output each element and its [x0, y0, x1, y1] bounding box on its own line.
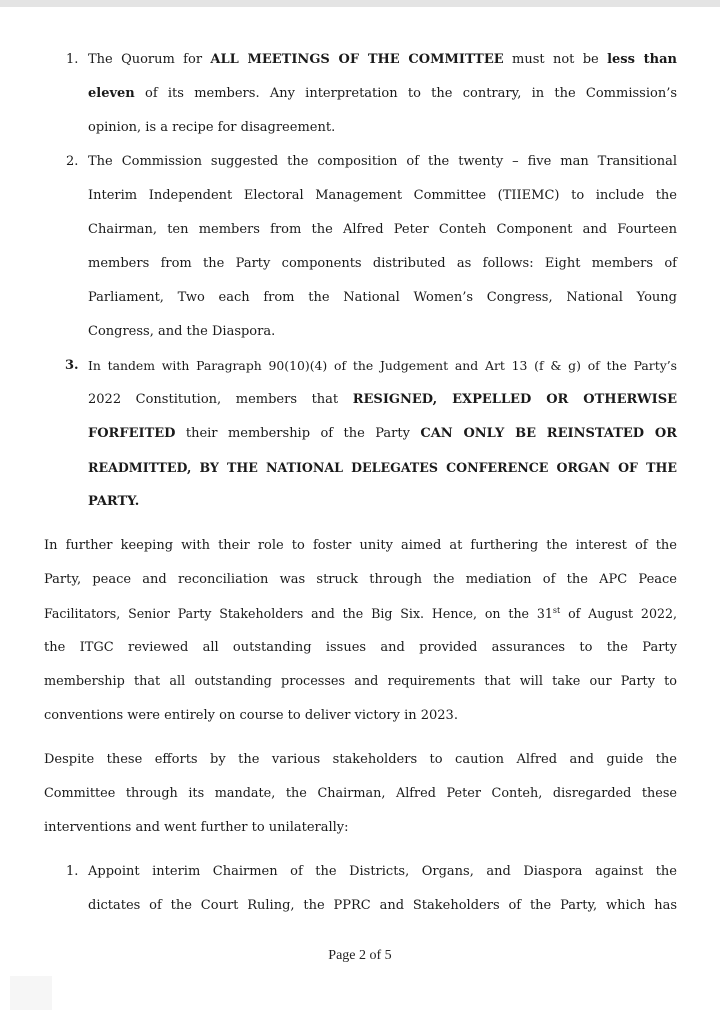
bold-text-run: less than: [607, 52, 677, 67]
list-item-line: Parliament, Two each from the National Women’s Congress, National Young: [88, 290, 677, 305]
bold-text-run: ALL MEETINGS OF THE COMMITTEE: [210, 52, 504, 67]
list-item-line: [88, 84, 677, 104]
list-item-line: Congress, and the Diaspora.: [88, 324, 276, 339]
list-item-line: members from the Party components distributed as follows: Eight members of: [88, 256, 677, 271]
bold-text-run: FORFEITED: [88, 426, 176, 441]
list-item-line: [88, 424, 677, 444]
list-item-line: Interim Independent Electoral Management Committee (TIIEMC) to include the: [88, 188, 677, 203]
text-run: of its members. Any interpretation to the contrary, in the Commission’s: [134, 86, 677, 101]
list-item-number: 3.: [65, 358, 79, 373]
paragraph-line: the ITGC reviewed all outstanding issues and provided assurances to the Party: [44, 640, 677, 655]
paragraph-line: Despite these efforts by the various stakeholders to caution Alfred and guide the: [44, 752, 677, 767]
paragraph-line: interventions and went further to unilaterally:: [44, 820, 349, 835]
corner-artifact: [10, 976, 52, 1010]
list-item-line: [88, 118, 335, 138]
list-item-line: Chairman, ten members from the Alfred Peter Conteh Component and Fourteen: [88, 222, 677, 237]
paragraph-line: Party, peace and reconciliation was struck through the mediation of the APC Peace: [44, 572, 677, 587]
text-run: 2022 Constitution, members that: [88, 392, 353, 407]
text-run: The Quorum for: [88, 52, 211, 67]
list-item-number: 1.: [66, 864, 79, 879]
text-run: must not be: [503, 52, 608, 67]
paragraph-line: [44, 604, 677, 624]
text-run: Facilitators, Senior Party Stakeholders and the Big Six. Hence, on the 31: [44, 606, 553, 621]
text-run: their membership of the Party: [175, 426, 421, 441]
list-item-number: 2.: [66, 154, 79, 169]
paragraph-line: In further keeping with their role to foster unity aimed at furthering the interest of the: [44, 538, 677, 553]
bold-text-run: CAN ONLY BE REINSTATED OR: [420, 426, 677, 441]
list-item-line: [88, 50, 677, 70]
bold-text-run: eleven: [88, 86, 135, 101]
page-number: Page 2 of 5: [328, 948, 392, 963]
paragraph-line: conventions were entirely on course to deliver victory in 2023.: [44, 708, 458, 723]
list-item-line: READMITTED, BY THE NATIONAL DELEGATES CONFERENCE ORGAN OF THE: [88, 460, 677, 475]
superscript: st: [552, 605, 561, 615]
viewer-top-bar: [0, 0, 720, 7]
text-run: opinion, is a recipe for disagreement.: [88, 120, 336, 135]
list-item-line: dictates of the Court Ruling, the PPRC and Stakeholders of the Party, which has: [88, 898, 677, 913]
list-item-line: Appoint interim Chairmen of the Districts, Organs, and Diaspora against the: [88, 864, 677, 879]
paragraph-line: membership that all outstanding processes and requirements that will take our Party to: [44, 674, 677, 689]
list-item-number: 1.: [66, 52, 79, 67]
list-item-line: PARTY.: [88, 494, 140, 509]
list-item-line: In tandem with Paragraph 90(10)(4) of the Judgement and Art 13 (f & g) of the Party’s: [88, 358, 677, 373]
text-run: of August 2022,: [560, 606, 677, 621]
list-item-line: The Commission suggested the composition of the twenty – five man Transitional: [88, 154, 677, 169]
list-item-line: [88, 390, 677, 410]
paragraph-line: Committee through its mandate, the Chairman, Alfred Peter Conteh, disregarded these: [44, 786, 677, 801]
bold-text-run: RESIGNED, EXPELLED OR OTHERWISE: [352, 392, 677, 407]
